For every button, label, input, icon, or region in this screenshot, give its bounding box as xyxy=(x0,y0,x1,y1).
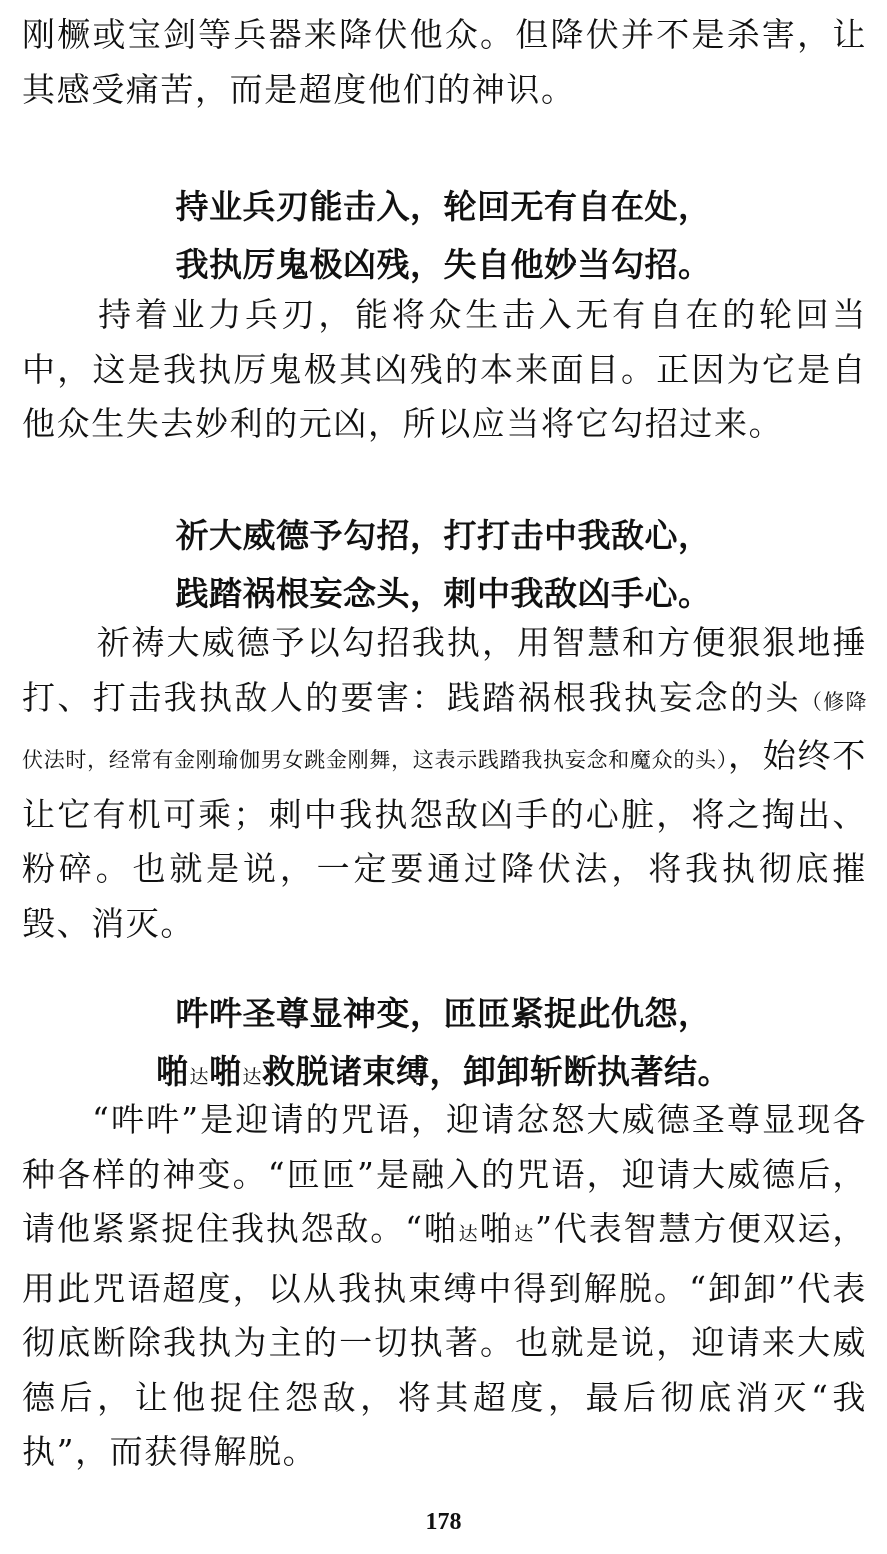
explanation-1-text: 持着业力兵刃，能将众生击入无有自在的轮回当中，这是我执厉鬼极其凶残的本来面目。正因为它是自他众生失去妙利的元凶，所以应当将它勾招过来。 xyxy=(22,295,867,443)
verse-block-1 xyxy=(0,178,887,294)
verse-3-syllable-pa-1: 啪 xyxy=(155,1052,190,1091)
explanation-3-subscript-da-1: 达 xyxy=(458,1223,480,1245)
verse-3-subscript-da-2: 达 xyxy=(242,1066,263,1088)
explanation-2-text-a: 祈祷大威德予以勾招我执，用智慧和方便狠狠地捶打、打击我执敌人的要害：践踏祸根我执妄念的头 xyxy=(22,623,867,717)
verse-3-line-1: 吽吽圣尊显神变，匝匝紧捉此仇怨， xyxy=(175,994,712,1033)
explanation-2-text-b: ，始终不让它有机可乘；刺中我执怨敌凶手的心脏，将之掏出、粉碎。也就是说，一定要通过降伏法，将我执彻底摧毁、消灭。 xyxy=(22,736,868,943)
explanation-paragraph-1 xyxy=(22,288,867,452)
verse-3-line-2-rest: 救脱诸束缚，卸卸斩断执著结。 xyxy=(262,1052,732,1091)
verse-2-line-2: 践踏祸根妄念头，刺中我敌凶手心。 xyxy=(175,574,712,613)
explanation-3-text-c: ”代表智慧方便双运，用此咒语超度，以从我执束缚中得到解脱。“卸卸”代表彻底断除我执为主的一切执著。也就是说，迎请来大威德后，让他捉住怨敌，将其超度，最后彻底消灭“我执”，而获得解脱。 xyxy=(22,1209,867,1471)
explanation-3-text-b: 啪 xyxy=(479,1209,515,1248)
explanation-paragraph-2 xyxy=(22,616,867,951)
page-number: 178 xyxy=(425,1509,462,1535)
intro-text: 刚橛或宝剑等兵器来降伏他众。但降伏并不是杀害，让其感受痛苦，而是超度他们的神识。 xyxy=(22,15,867,109)
verse-1-line-2: 我执厉鬼极凶残，失自他妙当勾招。 xyxy=(175,245,712,284)
explanation-2-note: （修降伏法时，经常有金刚瑜伽男女跳金刚舞，这表示践踏我执妄念和魔众的头） xyxy=(22,689,867,772)
explanation-3-text-a: “吽吽”是迎请的咒语，迎请忿怒大威德圣尊显现各种各样的神变。“匝匝”是融入的咒语，迎请大威德后，请他紧紧捉住我执怨敌。“啪 xyxy=(22,1100,867,1248)
verse-block-3 xyxy=(0,985,887,1106)
explanation-paragraph-3 xyxy=(22,1093,867,1480)
verse-block-2 xyxy=(0,507,887,623)
explanation-3-subscript-da-2: 达 xyxy=(514,1223,536,1245)
intro-paragraph xyxy=(22,8,867,117)
verse-1-line-1: 持业兵刃能击入，轮回无有自在处， xyxy=(175,187,712,226)
verse-2-line-1: 祈大威德予勾招，打打击中我敌心， xyxy=(175,516,712,555)
verse-3-subscript-da-1: 达 xyxy=(189,1066,209,1088)
verse-3-syllable-pa-2: 啪 xyxy=(209,1052,243,1091)
